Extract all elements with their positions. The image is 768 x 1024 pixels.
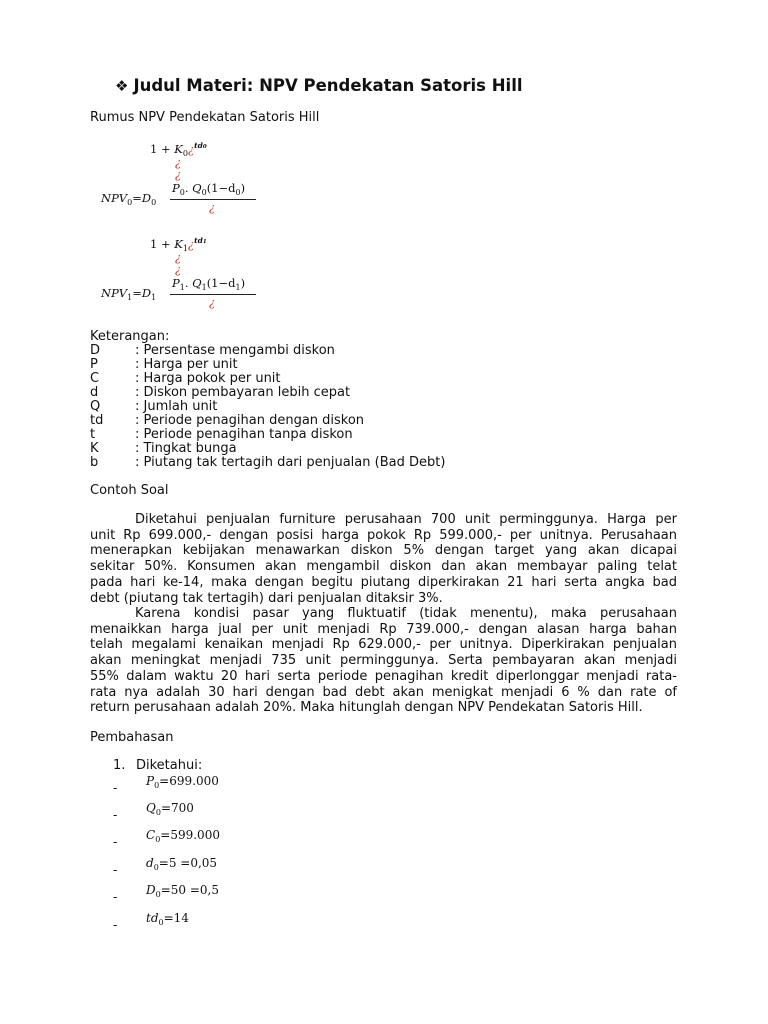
keterangan-item: P : Harga per unit [90, 357, 238, 372]
paragraph-line: Diketahui penjualan furniture perusahaan 700 unit perminggunya. Harga per [135, 512, 677, 527]
formula0-garble-2: ¿ [175, 167, 182, 181]
list-dash: - [113, 863, 118, 877]
formula1-fraction-numerator: $P_1$. $Q_1(1-d_1)$ [172, 276, 246, 292]
list-dash: - [113, 835, 118, 849]
paragraph-line: 55% dalam waktu 20 hari serta periode penagihan kredit diperlonggar menjadi rata- [90, 668, 677, 684]
paragraph-line: pada hari ke-14, maka dengan begitu piutang diperkirakan 21 hari serta angka bad [90, 574, 677, 590]
paragraph-1 [90, 512, 677, 606]
formula1-garble-2: ¿ [175, 262, 182, 276]
paragraph-line: debt (piutang tak tertagih) dari penjualan ditaksir 3%. [90, 590, 443, 606]
formula1-numerator-exponent: $1 + K_1¿^{td1}$ [150, 236, 207, 253]
known-value: $d_0=5 =0,05$ [146, 856, 218, 872]
paragraph-line: Karena kondisi pasar yang fluktuatif (tidak menentu), maka perusahaan [135, 606, 677, 621]
list-number: 1. [113, 758, 126, 773]
page-title [115, 76, 523, 95]
list-dash: - [113, 890, 118, 904]
formula1-garble-1: ¿ [175, 250, 182, 264]
rumus-heading: Rumus NPV Pendekatan Satoris Hill [90, 110, 320, 125]
formula0-fraction-numerator: $P_0$. $Q_0(1-d_0)$ [172, 181, 246, 197]
formula0-lhs: $NPV_0=D_0$ [101, 191, 157, 207]
paragraph-line: return perusahaan adalah 20%. Maka hitunglah dengan NPV Pendekatan Satoris Hill. [90, 700, 643, 716]
keterangan-item: d : Diskon pembayaran lebih cepat [90, 385, 351, 400]
keterangan-item: b : Piutang tak tertagih dari penjualan (Bad Debt) [90, 455, 446, 470]
keterangan-item: C : Harga pokok per unit [90, 371, 281, 386]
keterangan-heading: Keterangan: [90, 329, 170, 344]
known-value: $P_0=699.000$ [146, 774, 219, 790]
formula1-lhs: $NPV_1=D_1$ [101, 286, 157, 302]
keterangan-item: K : Tingkat bunga [90, 441, 237, 456]
list-dash: - [113, 918, 118, 932]
list-dash: - [113, 808, 118, 822]
formula0-garble-1: ¿ [175, 155, 182, 169]
formula0-numerator-exponent: $1 + K_0¿^{td0}$ [150, 141, 207, 158]
paragraph-line: unit Rp 699.000,- dengan posisi harga pokok Rp 599.000,- per unitnya. Perusahaan [90, 527, 677, 543]
paragraph-line: akan meningkat menjadi 735 unit perminggunya. Serta pembayaran akan menjadi [90, 653, 677, 669]
list-dash: - [113, 781, 118, 795]
known-value: $C_0=599.000$ [146, 828, 220, 844]
paragraph-line: telah megalami kenaikan menjadi Rp 629.000,- per unitnya. Diperkirakan penjualan [90, 637, 677, 653]
known-value: $D_0=50 =0,5$ [146, 883, 219, 899]
paragraph-line: rata nya adalah 30 hari dengan bad debt akan menigkat menjadi 6 % dan rate of [90, 684, 677, 700]
page-title-text: Judul Materi: NPV Pendekatan Satoris Hill [133, 76, 523, 95]
paragraph-line: menerapkan kebijakan menawarkan diskon 5% dengan target yang akan dicapai [90, 543, 677, 559]
pembahasan-heading: Pembahasan [90, 730, 174, 745]
paragraph-line: sekitar 50%. Konsumen akan mengambil diskon dan akan membayar paling telat [90, 559, 677, 575]
diamond-bullet-icon: ❖ [115, 77, 129, 95]
keterangan-item: t : Periode penagihan tanpa diskon [90, 427, 353, 442]
paragraph-line: menaikkan harga jual per unit menjadi Rp 739.000,- dengan alasan harga bahan [90, 621, 677, 637]
keterangan-item: D : Persentase mengambi diskon [90, 343, 335, 358]
keterangan-item: Q : Jumlah unit [90, 399, 218, 414]
diketahui-label: Diketahui: [136, 758, 203, 773]
paragraph-2 [90, 606, 677, 716]
formula0-denominator: ¿ [209, 200, 216, 214]
contoh-soal-heading: Contoh Soal [90, 483, 169, 498]
formula1-denominator: ¿ [209, 295, 216, 309]
keterangan-item: td : Periode penagihan dengan diskon [90, 413, 365, 428]
known-value: $Q_0=700$ [146, 801, 194, 817]
known-value: $td_0=14$ [146, 911, 189, 927]
